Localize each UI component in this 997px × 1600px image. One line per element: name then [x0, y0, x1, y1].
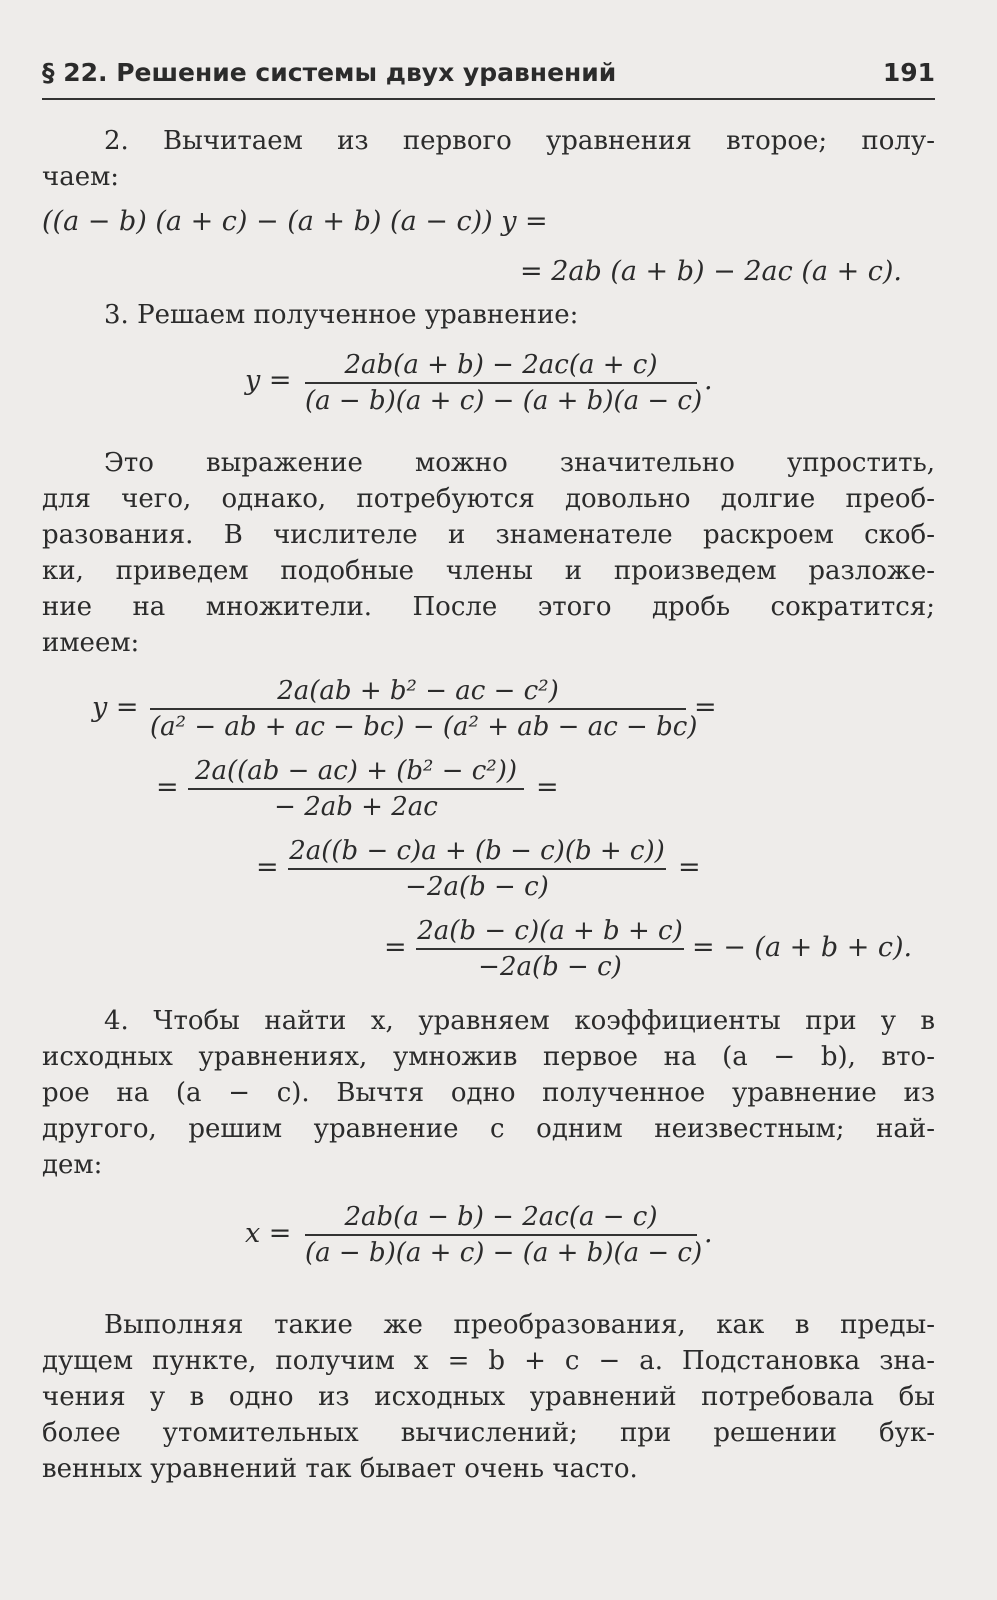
denominator: (a − b)(a + c) − (a + b)(a − c)	[305, 1238, 703, 1268]
numerator: 2ab(a + b) − 2ac(a + c)	[305, 350, 697, 384]
numerator: 2a((ab − ac) + (b² − c²))	[188, 756, 524, 790]
equation-result: = − (a + b + c).	[692, 932, 913, 963]
text-line: Выполняя такие же преобразования, как в преды-	[104, 1310, 935, 1340]
text-line: чаем:	[42, 162, 120, 192]
text-line: более утомительных вычислений; при решении бук-	[42, 1418, 935, 1448]
equation-line: = 2ab (a + b) − 2ac (a + c).	[520, 256, 903, 287]
equals-sign: =	[256, 852, 279, 883]
page-number: 191	[882, 58, 935, 87]
equals-sign: =	[384, 932, 407, 963]
equation-end: .	[704, 1218, 713, 1249]
equation-lhs: y =	[92, 692, 139, 723]
text-line: ние на множители. После этого дробь сократится;	[42, 592, 935, 622]
text-line: другого, решим уравнение с одним неизвестным; най-	[42, 1114, 935, 1144]
numerator: 2a((b − c)a + (b − c)(b + c))	[288, 836, 666, 870]
text-line: для чего, однако, потребуются довольно долгие преоб-	[42, 484, 935, 514]
text-line: дем:	[42, 1150, 103, 1180]
text-line: исходных уравнениях, умножив первое на (a − b), вто-	[42, 1042, 935, 1072]
text-line: ки, приведем подобные члены и произведем разложе-	[42, 556, 935, 586]
equation-lhs: y =	[245, 365, 292, 396]
equation-lhs: x =	[245, 1218, 292, 1249]
numerator: 2ab(a − b) − 2ac(a − c)	[305, 1202, 697, 1236]
equation-end: .	[704, 365, 713, 396]
numerator: 2a(b − c)(a + b + c)	[416, 916, 684, 950]
fraction	[150, 676, 698, 742]
equation-line: ((a − b) (a + c) − (a + b) (a − c)) y =	[42, 206, 548, 237]
text-line: имеем:	[42, 628, 140, 658]
fraction	[305, 1202, 703, 1268]
fraction	[188, 756, 524, 822]
text-line: 4. Чтобы найти x, уравняем коэффициенты при y в	[104, 1006, 935, 1036]
equals-sign: =	[678, 852, 701, 883]
denominator: (a² − ab + ac − bc) − (a² + ab − ac − bc)	[150, 712, 698, 742]
equals-sign: =	[156, 772, 179, 803]
equals-sign: =	[536, 772, 559, 803]
section-title: § 22. Решение системы двух уравнений	[42, 58, 617, 87]
denominator: − 2ab + 2ac	[274, 792, 438, 822]
fraction	[416, 916, 684, 982]
running-header	[42, 58, 935, 100]
text-line: дущем пункте, получим x = b + c − a. Подстановка зна-	[42, 1346, 935, 1376]
denominator: (a − b)(a + c) − (a + b)(a − c)	[305, 386, 703, 416]
text-line: 2. Вычитаем из первого уравнения второе; полу-	[104, 126, 935, 156]
text-line: разования. В числителе и знаменателе раскроем скоб-	[42, 520, 935, 550]
text-line: рое на (a − c). Вычтя одно полученное уравнение из	[42, 1078, 935, 1108]
text-line: венных уравнений так бывает очень часто.	[42, 1454, 638, 1484]
text-line: 3. Решаем полученное уравнение:	[104, 300, 579, 330]
text-line: чения y в одно из исходных уравнений потребовала бы	[42, 1382, 935, 1412]
equals-sign: =	[694, 692, 717, 723]
numerator: 2a(ab + b² − ac − c²)	[150, 676, 686, 710]
fraction	[305, 350, 703, 416]
denominator: −2a(b − c)	[405, 872, 549, 902]
denominator: −2a(b − c)	[478, 952, 622, 982]
text-line: Это выражение можно значительно упростить,	[104, 448, 935, 478]
fraction	[288, 836, 666, 902]
